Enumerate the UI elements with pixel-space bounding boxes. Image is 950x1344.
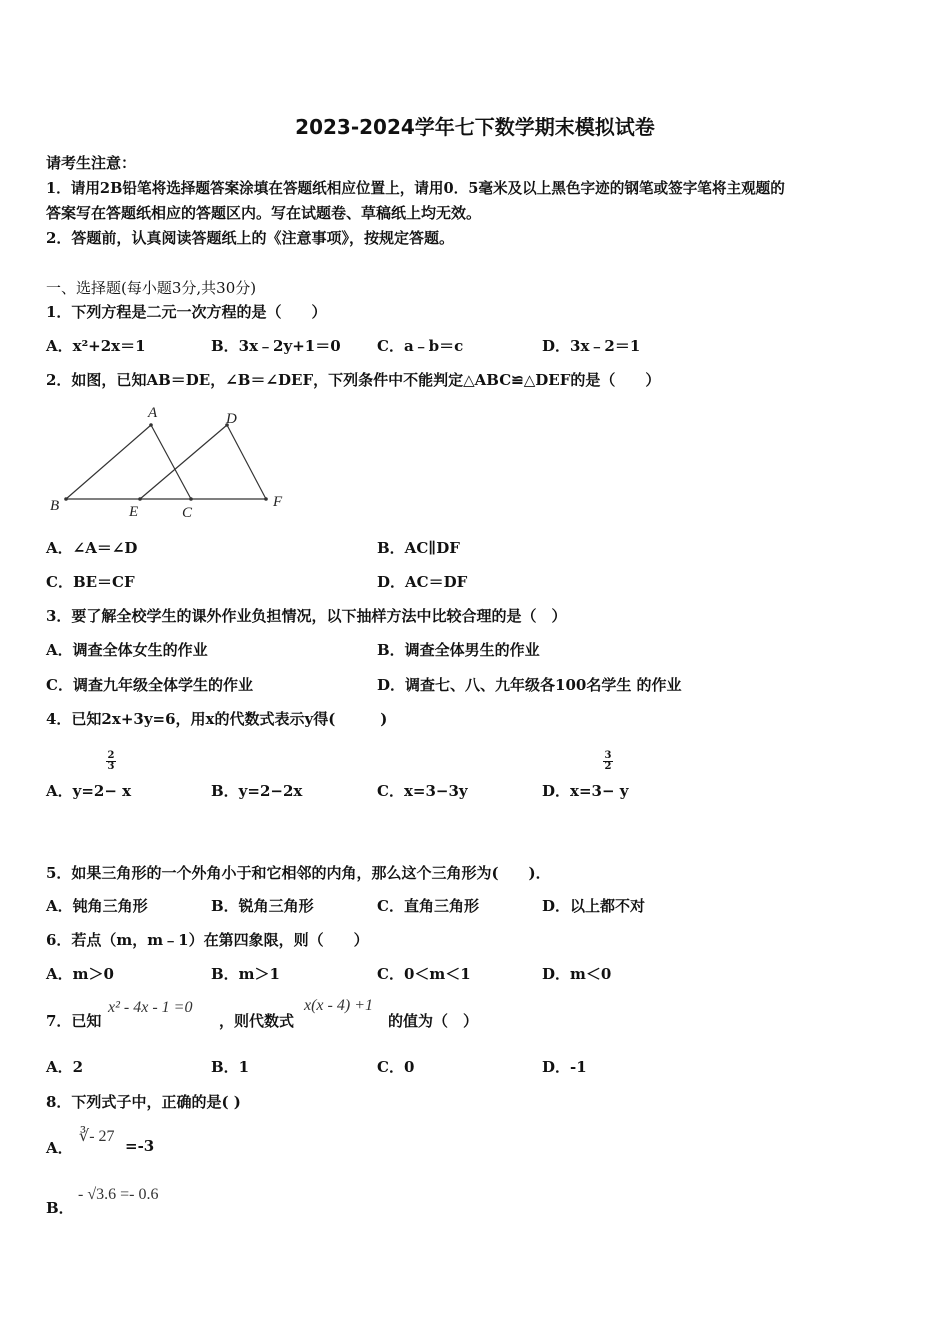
q7-option-a: A．2 <box>46 1058 84 1076</box>
q8-stem: 8．下列式子中，正确的是( ) <box>46 1093 241 1111</box>
q1-option-d: D．3x﹣2＝1 <box>542 337 641 355</box>
q3-option-d: D．调查七、八、九年级各100名学生 的作业 <box>377 676 682 694</box>
q3-option-c: C．调查九年级全体学生的作业 <box>46 676 253 694</box>
segment-ac <box>151 425 191 499</box>
q7-option-c: C．0 <box>377 1058 415 1076</box>
q2-option-b: B．AC∥DF <box>377 539 460 557</box>
q2-option-c: C．BE＝CF <box>46 573 135 591</box>
q3-stem: 3．要了解全校学生的课外作业负担情况，以下抽样方法中比较合理的是（ ） <box>46 607 567 625</box>
q5-option-c: C．直角三角形 <box>377 897 479 915</box>
vertex-label-d: D <box>226 411 237 427</box>
q7-stem-middle: ，则代数式 <box>219 1012 295 1030</box>
page-title: 2023-2024学年七下数学期末模拟试卷 <box>295 115 655 139</box>
q1-stem: 1．下列方程是二元一次方程的是（ ） <box>46 303 327 321</box>
q5-option-a: A．钝角三角形 <box>46 897 148 915</box>
q2-triangle-figure <box>40 400 300 525</box>
q8-option-a-label: A． <box>46 1139 73 1157</box>
q8-option-b-expression: - √3.6 =- 0.6 <box>78 1186 159 1203</box>
q1-option-b: B．3x﹣2y+1＝0 <box>211 337 341 355</box>
segment-ab <box>66 425 151 499</box>
notice-line-1: 1．请用2B铅笔将选择题答案涂填在答题纸相应位置上，请用0．5毫米及以上黑色字迹的钢笔或签字笔将主观题的 <box>46 180 785 197</box>
notice-line-1b: 答案写在答题纸相应的答题区内。写在试题卷、草稿纸上均无效。 <box>46 204 482 222</box>
q5-stem: 5．如果三角形的一个外角小于和它相邻的内角，那么这个三角形为( )． <box>46 864 551 882</box>
vertex-label-b: B <box>50 498 60 514</box>
q7-expression: x(x - 4) +1 <box>304 997 373 1014</box>
notice-line-2: 2．答题前，认真阅读答题纸上的《注意事项》，按规定答题。 <box>46 229 454 247</box>
q1-option-c: C．a﹣b＝c <box>377 337 464 355</box>
q7-option-d: D．-1 <box>542 1058 587 1076</box>
section-heading: 一、选择题(每小题3分,共30分) <box>46 279 257 297</box>
q3-option-a: A．调查全体女生的作业 <box>46 641 208 659</box>
q7-option-b: B．1 <box>211 1058 250 1076</box>
vertex-label-c: C <box>182 505 193 521</box>
vertex-label-e: E <box>129 504 139 520</box>
q8-option-a-result: =-3 <box>125 1137 155 1155</box>
q4-option-b: B．y=2−2x <box>211 782 303 800</box>
notice-heading: 请考生注意： <box>46 154 137 172</box>
q8-option-b-label: B． <box>46 1199 74 1217</box>
q6-option-b: B．m＞1 <box>211 965 280 983</box>
q1-option-a: A．x²+2x＝1 <box>46 337 146 355</box>
q2-option-a: A．∠A＝∠D <box>46 539 138 557</box>
q2-option-d: D．AC＝DF <box>377 573 468 591</box>
q7-equation: x² - 4x - 1 =0 <box>108 999 193 1016</box>
q6-option-d: D．m＜0 <box>542 965 612 983</box>
q4-option-d-fraction: $\frac{3}{2}$ <box>604 750 612 772</box>
q4-stem: 4．已知2x+3y=6，用x的代数式表示y得( ) <box>46 710 388 728</box>
q7-stem-suffix: 的值为（ ） <box>388 1012 479 1030</box>
q4-option-a-fraction: $\frac{2}{3}$ <box>107 750 115 772</box>
vertex-label-a: A <box>148 405 158 421</box>
q4-option-d: D．x=3− y <box>542 782 629 800</box>
q6-option-a: A．m＞0 <box>46 965 114 983</box>
q6-option-c: C．0＜m＜1 <box>377 965 471 983</box>
q2-stem: 2．如图，已知AB＝DE，∠B＝∠DEF，下列条件中不能判定△ABC≌△DEF的是（ ） <box>46 371 661 389</box>
q5-option-b: B．锐角三角形 <box>211 897 314 915</box>
segment-df <box>227 425 266 499</box>
q7-stem-prefix: 7．已知 <box>46 1012 102 1030</box>
q4-option-c: C．x=3−3y <box>377 782 468 800</box>
q3-option-b: B．调查全体男生的作业 <box>377 641 540 659</box>
segment-ed <box>140 425 227 499</box>
q8-option-a-expression: ∛- 27 <box>79 1128 115 1145</box>
vertex-label-f: F <box>273 494 283 510</box>
q5-option-d: D．以上都不对 <box>542 897 646 915</box>
q6-stem: 6．若点（m，m﹣1）在第四象限，则（ ） <box>46 931 369 949</box>
q4-option-a: A．y=2− x <box>46 782 132 800</box>
